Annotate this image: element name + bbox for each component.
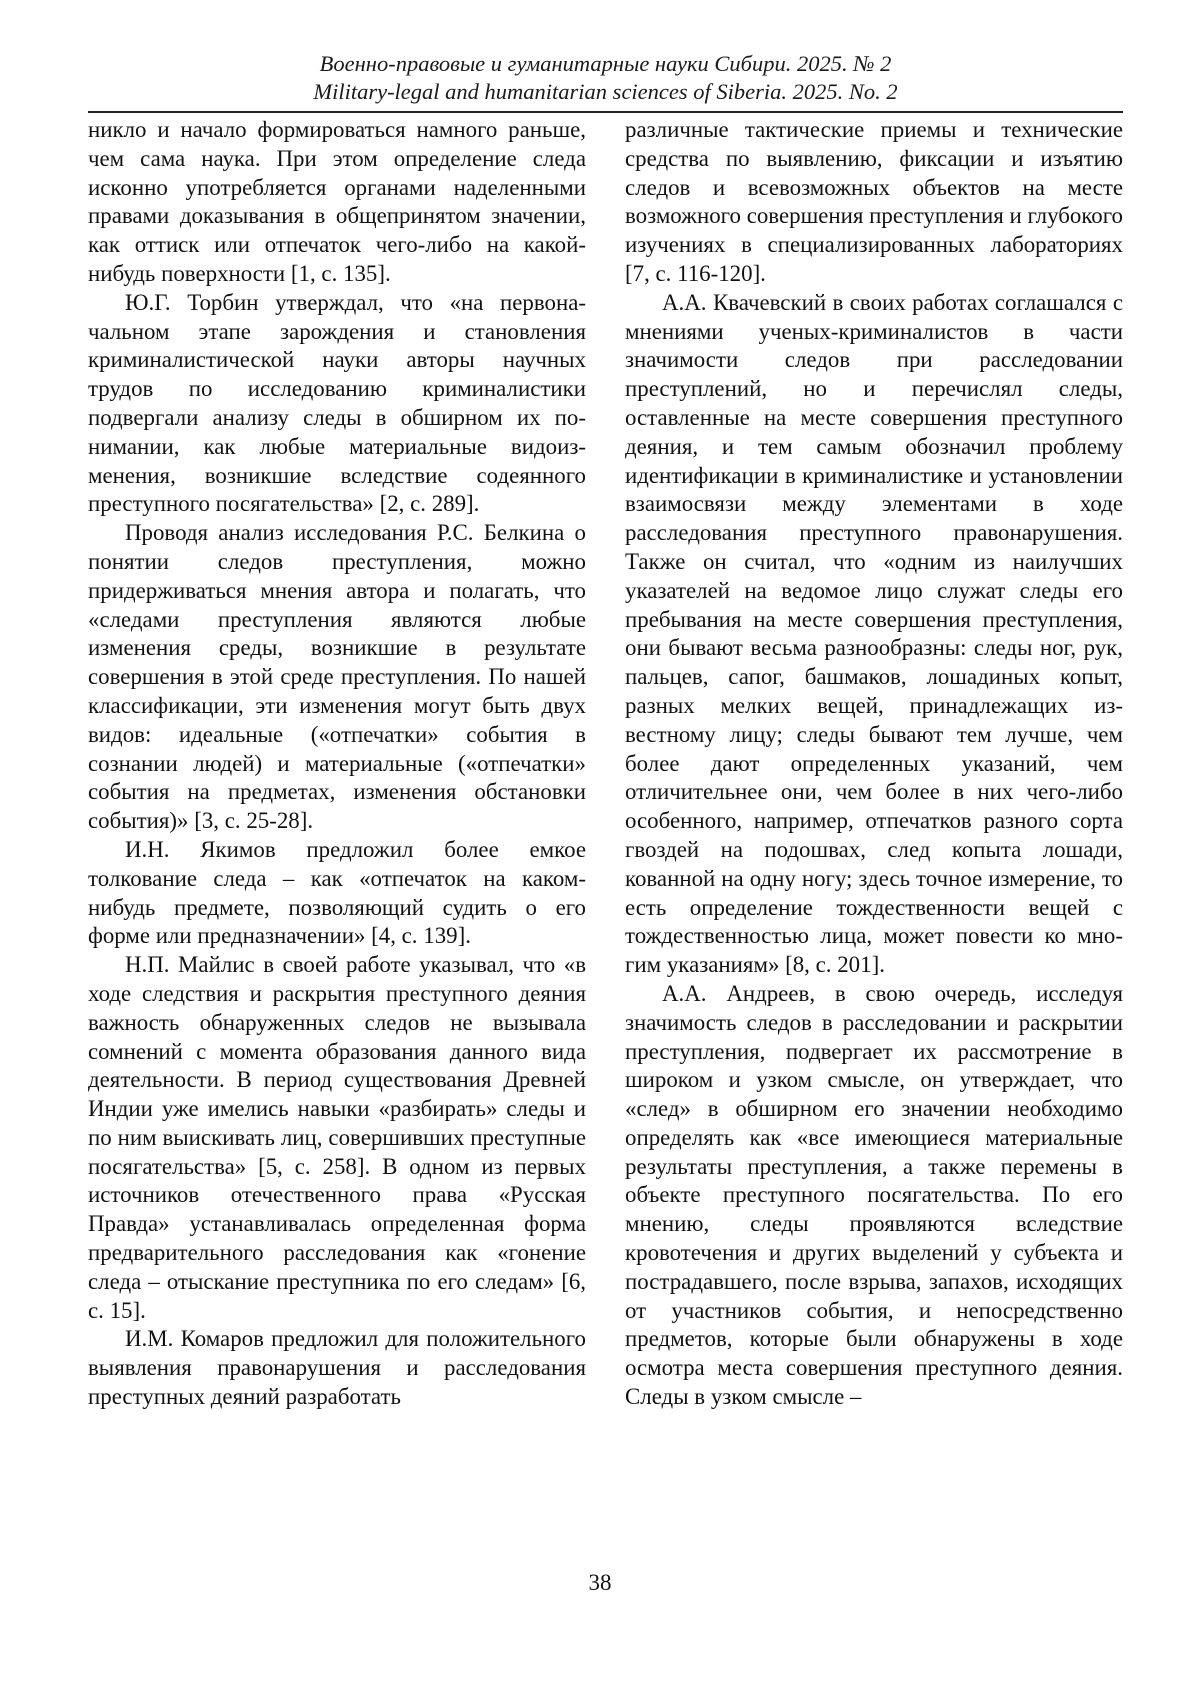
header-title-en: Military-legal and humanitarian sciences of Siberia. 2025. No. 2 [313, 79, 898, 104]
paragraph: И.М. Комаров предложил для положительного выявления правонарушения и расследования преступных деяний разработать [88, 1326, 586, 1410]
header-title-ru: Военно-правовые и гуманитарные науки Сибири. 2025. № 2 [319, 51, 892, 76]
page-number: 38 [588, 1570, 612, 1595]
header-divider [88, 111, 1123, 113]
paragraph: различные тактические приемы и технические средства по выявлению, фиксации и изъятию следов и всевозможных объектов на месте возможного совершения преступления и глубокого изучениях в специализированных лабораториях [7, с. 116-120]. [625, 117, 1123, 286]
paragraph: А.А. Андреев, в свою очередь, исследуя значимость следов в расследовании и раскрытии преступления, подвергает их рассмотрение в широком и узком смысле, он утверждает, что «след» в обширном его значении необходимо определять как «все имеющиеся материальные результаты преступления, а также перемены в объекте преступного посягательства. По его мнению, следы проявляются вследствие кровотечения и других выделений у субъекта и пострадавшего, после взрыва, запахов, исходящих от участников события, и непосредственно предметов, которые были обнаружены в ходе осмотра места совершения преступного деяния. Следы в узком смысле – [625, 980, 1123, 1410]
paragraph: И.Н. Якимов предложил более емкое толкование следа – как «отпечаток на каком-нибудь предмете, позволяющий судить о его форме или предназначении» [4, с. 139]. [88, 836, 586, 949]
right-text-column [625, 116, 1123, 1554]
running-header [88, 50, 1123, 106]
left-text-column [88, 116, 586, 1554]
paragraph: Ю.Г. Торбин утверждал, что «на первоначальном этапе зарождения и становления криминалистической науки авторы научных трудов по исследованию криминалистики подвергали анализу следы в обширном их понимании, как любые материальные видоизменения, возникшие вследствие содеянного преступного посягательства» [2, с. 289]. [88, 289, 586, 517]
paragraph: Н.П. Майлис в своей работе указывал, что «в ходе следствия и раскрытия преступного деяния важность обнаруженных следов не вызывала сомнений с момента образования данного вида деятельности. В период существования Древней Индии уже имелись навыки «разбирать» следы и по ним выискивать лиц, совершивших преступные посягательства» [5, с. 258]. В одном из первых источников отечественного права «Русская Правда» устанавливалась определенная форма предварительного расследования как «гонение следа – отыскание преступника по его следам» [6, с. 15]. [88, 952, 586, 1323]
paragraph: Проводя анализ исследования Р.С. Белкина о понятии следов преступления, можно придерживаться мнения автора и полагать, что «следами преступления являются любые изменения среды, возникшие в результате совершения в этой среде преступления. По нашей классификации, эти изменения могут быть двух видов: идеальные («отпечатки» события в сознании людей) и материальные («отпечатки» события на предметах, изменения обстановки события)» [3, с. 25-28]. [88, 520, 586, 834]
paragraph: А.А. Квачевский в своих работах соглашался с мнениями ученых-криминалистов в части значимости следов при расследовании преступлений, но и перечислял следы, оставленные на месте совершения преступного деяния, и тем самым обозначил проблему идентификации в криминалистике и установлении взаимосвязи между элементами в ходе расследования преступного правонарушения. Также он считал, что «одним из наилучших указателей на ведомое лицо служат следы его пребывания на месте совершения преступления, они бывают весьма разнообразны: следы ног, рук, пальцев, сапог, башмаков, лошадиных копыт, разных мелких вещей, принадлежащих известному лицу; следы бывают тем лучше, чем более дают определенных указаний, чем отличительнее они, чем более в них чего-либо особенного, например, отпечатков разного сорта гвоздей на подошвах, след копыта лошади, кованной на одну ногу; здесь точное измерение, то есть определение тождественности вещей с тождественностью лица, может повести ко многим указаниям» [8, с. 201]. [625, 289, 1123, 978]
paragraph: никло и начало формироваться намного раньше, чем сама наука. При этом определение следа исконно употребляется органами наделенными правами доказывания в общепринятом значении, как оттиск или отпечаток чего-либо на какой-нибудь поверхности [1, с. 135]. [88, 117, 586, 286]
